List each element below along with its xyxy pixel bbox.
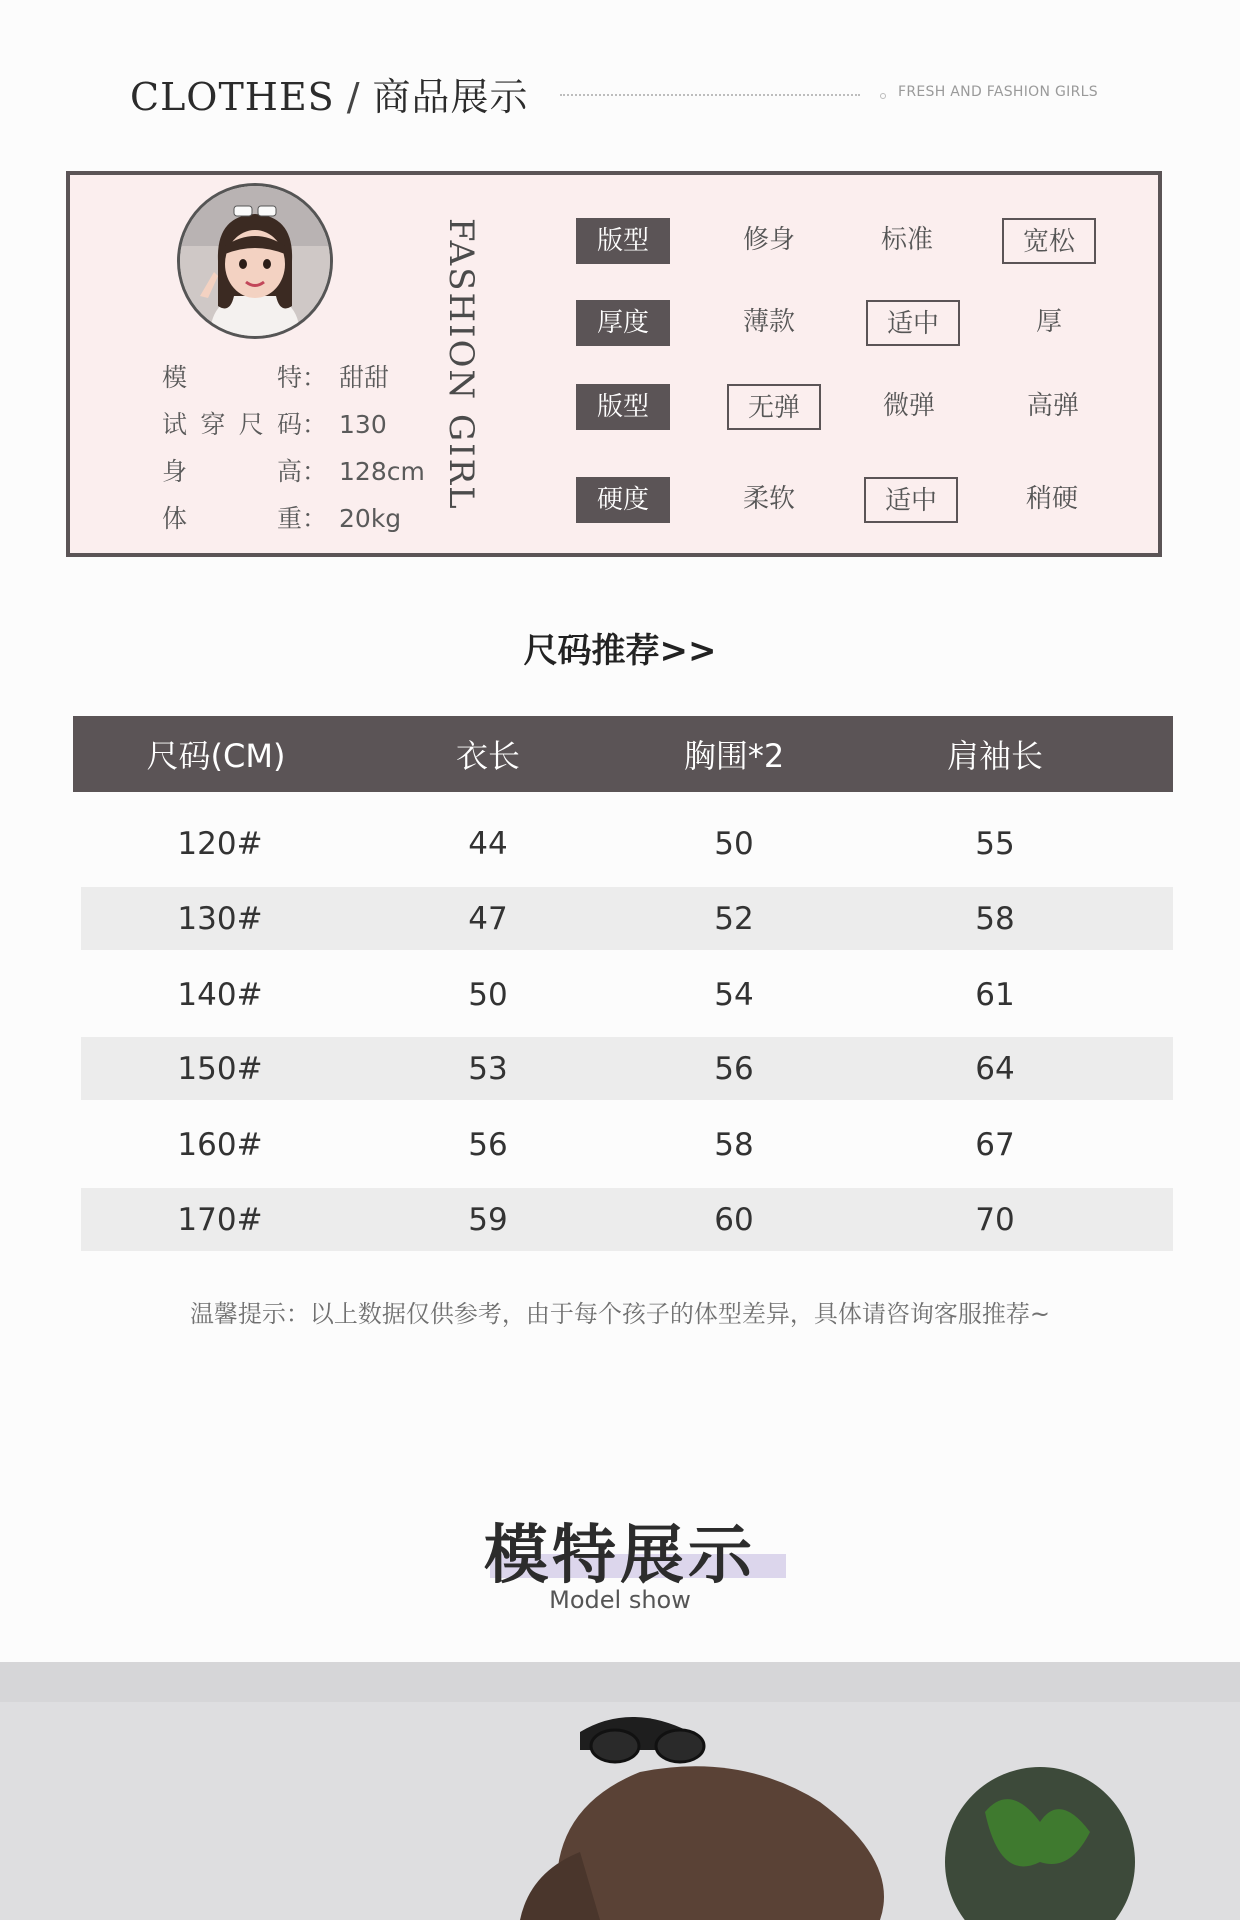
cell-sleeve: 67 xyxy=(975,1126,1015,1163)
model-height-key: 身 高 xyxy=(162,457,302,486)
table-row xyxy=(81,812,1173,875)
attr-option-selected: 适中 xyxy=(864,477,958,523)
attr-label-hardness: 硬度 xyxy=(576,477,670,523)
attr-option: 微弹 xyxy=(882,391,935,421)
cell-sleeve: 58 xyxy=(975,900,1015,937)
girl-portrait-icon xyxy=(180,186,330,336)
model-photo-image-icon xyxy=(0,1662,1240,1920)
cell-chest: 60 xyxy=(714,1201,754,1238)
attr-option-selected: 宽松 xyxy=(1002,218,1096,264)
table-row xyxy=(81,887,1173,950)
cell-size: 140# xyxy=(177,976,263,1013)
attr-option: 厚 xyxy=(1035,307,1062,337)
cell-chest: 52 xyxy=(714,900,754,937)
model-details xyxy=(162,354,425,542)
title-separator: / xyxy=(346,75,361,119)
ring-bullet-icon xyxy=(880,93,886,99)
model-weight-row: 体 重： 20kg xyxy=(162,495,425,542)
model-avatar xyxy=(177,183,333,339)
model-name-key: 模 特 xyxy=(162,363,302,392)
attr-option: 高弹 xyxy=(1026,391,1079,421)
model-size-key: 试穿尺码 xyxy=(162,410,302,439)
cell-chest: 50 xyxy=(714,825,754,862)
size-recommend-title: 尺码推荐>> xyxy=(523,631,717,671)
attr-label-fit: 版型 xyxy=(576,218,670,264)
cell-size: 130# xyxy=(177,900,263,937)
fashion-girl-vertical-text: FASHION GIRL xyxy=(441,218,481,511)
dotted-divider xyxy=(560,94,860,96)
attr-option-selected: 无弹 xyxy=(727,384,821,430)
attr-option: 稍硬 xyxy=(1025,484,1078,514)
header-subtitle: FRESH AND FASHION GIRLS xyxy=(898,84,1098,100)
cell-size: 120# xyxy=(177,825,263,862)
cell-length: 56 xyxy=(468,1126,508,1163)
attr-option: 标准 xyxy=(880,225,933,255)
cell-chest: 54 xyxy=(714,976,754,1013)
table-row xyxy=(81,1188,1173,1251)
model-height-value: 128cm xyxy=(339,457,425,486)
cell-chest: 58 xyxy=(714,1126,754,1163)
attr-option: 薄款 xyxy=(742,307,795,337)
cell-sleeve: 70 xyxy=(975,1201,1015,1238)
model-name-row: 模 特： 甜甜 xyxy=(162,354,425,401)
cell-size: 150# xyxy=(177,1050,263,1087)
attr-option: 柔软 xyxy=(742,484,795,514)
model-name-value: 甜甜 xyxy=(339,363,390,392)
model-height-row: 身 高： 128cm xyxy=(162,448,425,495)
size-table-header xyxy=(73,716,1173,792)
cell-length: 47 xyxy=(468,900,508,937)
model-weight-value: 20kg xyxy=(339,504,402,533)
col-header-length: 衣长 xyxy=(455,737,520,775)
col-header-size: 尺码(CM) xyxy=(146,737,286,775)
cell-length: 44 xyxy=(468,825,508,862)
section-title-cn: 商品展示 xyxy=(372,75,529,119)
col-header-sleeve: 肩袖长 xyxy=(946,737,1043,775)
col-header-chest: 胸围*2 xyxy=(683,737,785,775)
attr-option-selected: 适中 xyxy=(866,300,960,346)
table-row xyxy=(81,1037,1173,1100)
cell-sleeve: 61 xyxy=(975,976,1015,1013)
model-show-title: 模特展示 xyxy=(484,1519,756,1593)
cell-length: 59 xyxy=(468,1201,508,1238)
model-size-value: 130 xyxy=(339,410,387,439)
table-row xyxy=(81,963,1173,1026)
attr-label-elasticity: 版型 xyxy=(576,384,670,430)
cell-sleeve: 64 xyxy=(975,1050,1015,1087)
model-weight-key: 体 重 xyxy=(162,504,302,533)
model-size-row: 试穿尺码： 130 xyxy=(162,401,425,448)
cell-size: 170# xyxy=(177,1201,263,1238)
attr-option: 修身 xyxy=(742,225,795,255)
model-photo xyxy=(0,1662,1240,1920)
cell-length: 50 xyxy=(468,976,508,1013)
attr-label-thickness: 厚度 xyxy=(576,300,670,346)
cell-sleeve: 55 xyxy=(975,825,1015,862)
cell-length: 53 xyxy=(468,1050,508,1087)
cell-size: 160# xyxy=(177,1126,263,1163)
model-show-subtitle: Model show xyxy=(549,1586,691,1614)
table-row xyxy=(81,1113,1173,1176)
cell-chest: 56 xyxy=(714,1050,754,1087)
size-tip: 温馨提示：以上数据仅供参考，由于每个孩子的体型差异，具体请咨询客服推荐~ xyxy=(189,1300,1051,1328)
section-title-en: CLOTHES xyxy=(130,75,335,119)
section-title xyxy=(130,66,529,121)
